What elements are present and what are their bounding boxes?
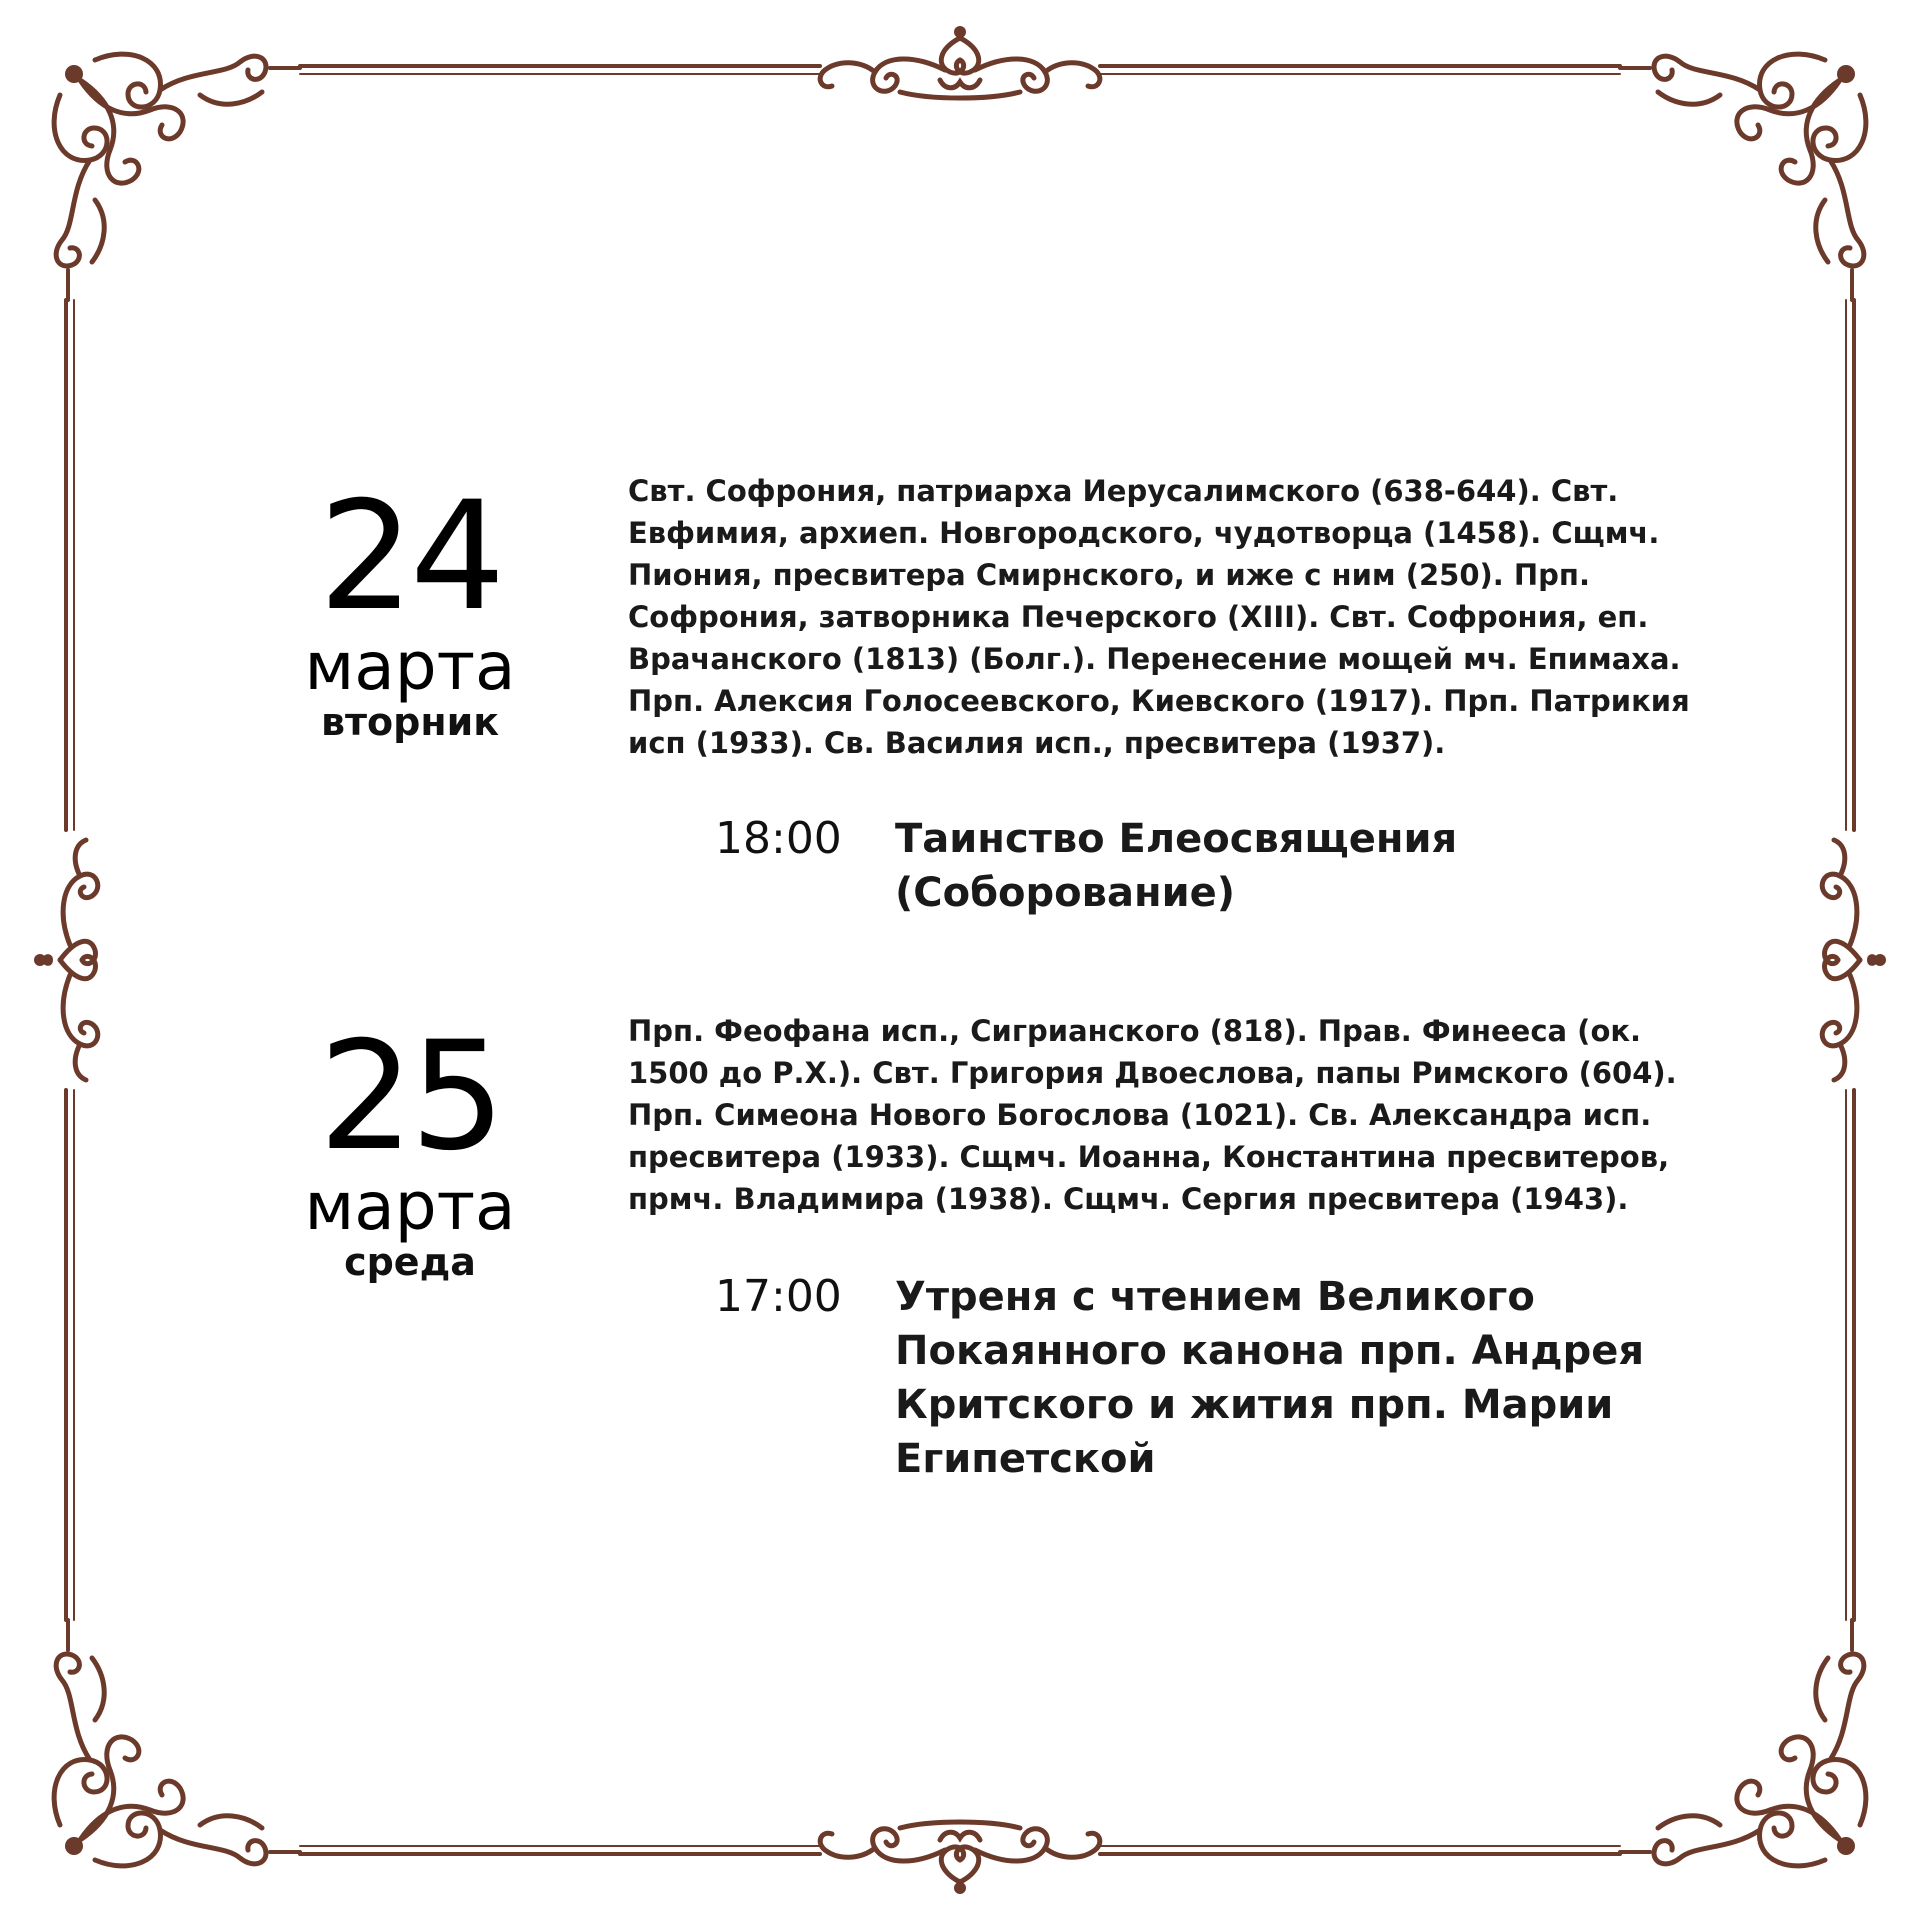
ornament-right-center	[1822, 840, 1886, 1080]
month-label: марта	[304, 1168, 516, 1245]
ornament-left-center	[34, 840, 98, 1080]
corner-top-right	[1620, 54, 1866, 300]
border-lines	[66, 66, 1854, 1854]
service-title: Утреня с чтением Великого Покаянного канона прп. Андрея Критского и жития прп. Марии Египетской	[895, 1274, 1645, 1482]
date-block	[260, 1010, 560, 1284]
day-number: 25	[318, 1010, 502, 1184]
corner-top-left	[54, 54, 300, 300]
day-number: 24	[318, 470, 502, 644]
weekday-label: среда	[344, 1240, 476, 1284]
service-time: 18:00	[715, 813, 842, 864]
ornament-bottom-center	[820, 1822, 1100, 1894]
month-label: марта	[304, 628, 516, 705]
weekday-label: вторник	[320, 700, 500, 744]
corner-bottom-right	[1620, 1620, 1866, 1866]
service-title: Таинство Елеосвящения (Соборование)	[895, 816, 1458, 916]
saints-commemoration: Свт. Софрония, патриарха Иерусалимского (638-644). Свт. Евфимия, архиеп. Новгородского, чудотворца (1458). Сщмч. Пиония, пресвитера Смирнского, и иже с ним (250). Прп. Софрония, затворника Печерского (XIII). Свт. Софрония, еп. Врачанского (1813) (Болг.). Перенесение мощей мч. Епимаха. Прп. Алексия Голосеевского, Киевского (1917). Прп. Патрикия исп (1933). Св. Василия исп., пресвитера (1937).	[628, 474, 1690, 760]
date-block	[260, 470, 560, 744]
ornament-top-center	[820, 26, 1100, 98]
service-time: 17:00	[715, 1271, 842, 1322]
corner-bottom-left	[54, 1620, 300, 1866]
saints-commemoration: Прп. Феофана исп., Сигрианского (818). Прав. Финееса (ок. 1500 до Р.Х.). Свт. Григория Двоеслова, папы Римского (604). Прп. Симеона Нового Богослова (1021). Св. Александра исп. пресвитера (1933). Сщмч. Иоанна, Константина пресвитеров, прмч. Владимира (1938). Сщмч. Сергия пресвитера (1943).	[628, 1014, 1677, 1216]
